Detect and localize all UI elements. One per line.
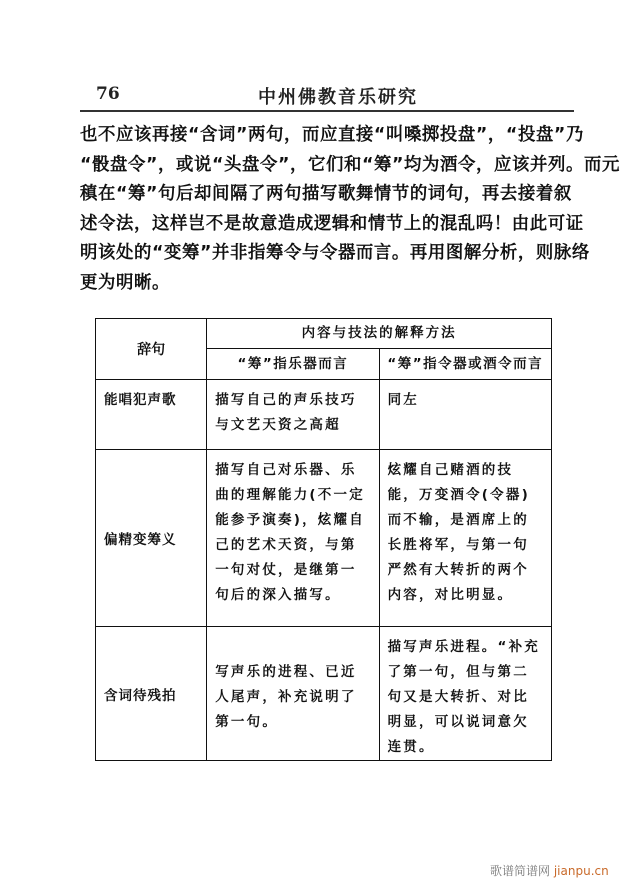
cell-phrase: 能唱犯声歌 xyxy=(96,380,207,450)
cell-drinking: 同左 xyxy=(379,380,551,450)
cell-instrument: 写声乐的进程、已近人尾声，补充说明了第一句。 xyxy=(207,627,379,761)
body-line: 更为明晰。 xyxy=(80,272,170,293)
cell-phrase: 偏精变筹义 xyxy=(96,450,207,627)
watermark-site-name: 歌谱简谱网 xyxy=(490,864,551,878)
body-line: 也不应该再接“含词”两句，而应直接“叫嗓掷投盘”，“投盘”乃 xyxy=(80,125,584,145)
column-header-group: 内容与技法的解释方法 xyxy=(207,319,552,349)
body-line: 稹在“筹”句后却间隔了两句描写歌舞情节的词句，再去接着叙 xyxy=(80,184,572,204)
subheader-instrument: “筹”指乐器而言 xyxy=(207,349,379,380)
table-row xyxy=(96,450,552,627)
body-line: 述令法，这样岂不是故意造成逻辑和情节上的混乱吗！由此可证 xyxy=(80,213,584,234)
watermark-domain: jianpu.cn xyxy=(553,864,609,878)
cell-instrument: 描写自己的声乐技巧与文艺天资之高超 xyxy=(207,380,379,450)
running-title: 中州佛教音乐研究 xyxy=(258,87,418,108)
cell-instrument: 描写自己对乐器、乐曲的理解能力(不一定能参予演奏)，炫耀自己的艺术天资，与第一句对仗，是继第一句后的深入描写。 xyxy=(207,450,379,627)
body-line: 明该处的“变筹”并非指筹令与令器而言。再用图解分析，则脉络 xyxy=(80,243,590,263)
table-header-row xyxy=(96,319,552,349)
cell-phrase: 含词待残拍 xyxy=(96,627,207,761)
body-line: “骰盘令”，或说“头盘令”，它们和“筹”均为酒令，应该并列。而元 xyxy=(80,154,620,175)
column-header-phrase: 辞句 xyxy=(96,319,207,380)
subheader-drinking: “筹”指令器或酒令而言 xyxy=(379,349,551,380)
body-paragraph xyxy=(80,121,620,298)
header-rule xyxy=(80,110,574,112)
table-row xyxy=(96,380,552,450)
analysis-table xyxy=(95,318,552,761)
page-number: 76 xyxy=(96,84,120,104)
table-row xyxy=(96,627,552,761)
cell-drinking: 炫耀自己赌酒的技能，万变酒令(令器)而不输，是酒席上的长胜将军，与第一句严然有大转折的两个内容，对比明显。 xyxy=(379,450,551,627)
watermark xyxy=(490,862,609,879)
cell-drinking: 描写声乐进程。“补充了第一句，但与第二句又是大转折、对比明显，可以说词意欠连贯。 xyxy=(379,627,551,761)
